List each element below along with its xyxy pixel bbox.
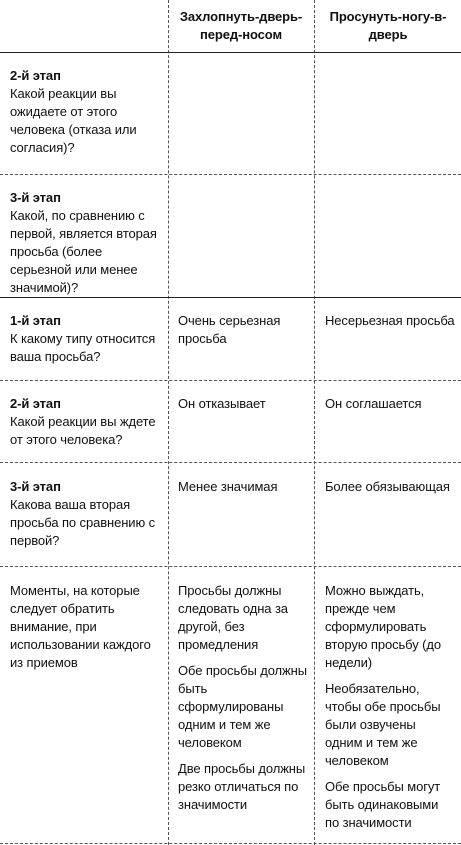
stage-label: 3-й этап (10, 190, 61, 205)
header-foot-in-door: Просунуть-ногу-в-дверь (329, 9, 447, 42)
foot-in-door-cell: Более обязывающая (325, 479, 450, 494)
stage-question: Какова ваша вторая просьба по сравнению с первой? (10, 497, 156, 548)
row-label (10, 67, 160, 157)
stage-question: Какой реакции вы ждете от этого человека? (10, 414, 156, 447)
note-paragraph: Обе просьбы могут быть одинаковыми по значимости (325, 779, 441, 830)
door-in-face-cell: Очень серьезная просьба (178, 313, 281, 346)
notes-row-label: Моменты, на которые следует обратить внимание, при использовании каждого из приемов (10, 583, 151, 670)
row-label (10, 478, 160, 550)
header-door-in-face: Захлопнуть-дверь-перед-носом (179, 9, 303, 42)
foot-in-door-cell: Несерьезная просьба (325, 313, 455, 328)
row-label (10, 312, 160, 366)
door-in-face-cell: Он отказывает (178, 396, 266, 411)
foot-in-door-cell: Он соглашается (325, 396, 422, 411)
note-paragraph: Можно выждать, прежде чем сформулировать вторую просьбу (до недели) (325, 583, 441, 670)
stage-label: 3-й этап (10, 479, 61, 494)
row-label (10, 189, 160, 297)
row-divider (0, 462, 461, 463)
column-divider (168, 0, 169, 845)
row-divider (0, 174, 461, 175)
note-paragraph: Просьбы должны следовать одна за другой, без промедления (178, 583, 288, 652)
stage-question: К какому типу относится ваша просьба? (10, 331, 156, 364)
stage-label: 2-й этап (10, 68, 61, 83)
foot-in-door-notes (325, 582, 455, 840)
stage-label: 2-й этап (10, 396, 61, 411)
door-in-face-notes (178, 582, 308, 822)
row-divider (0, 380, 461, 381)
note-paragraph: Обе просьбы должны быть сформулированы одним и тем же человеком (178, 663, 307, 750)
stage-label: 1-й этап (10, 313, 61, 328)
row-label (10, 395, 160, 449)
table-bottom-border (0, 843, 461, 844)
stage-question: Какой реакции вы ожидаете от этого человека (отказа или согласия)? (10, 86, 137, 155)
note-paragraph: Две просьбы должны резко отличаться по значимости (178, 761, 306, 812)
row-divider (0, 566, 461, 567)
header-divider (0, 52, 461, 53)
section-divider (0, 297, 461, 298)
door-in-face-cell: Менее значимая (178, 479, 278, 494)
column-divider (314, 0, 315, 845)
note-paragraph: Необязательно, чтобы обе просьбы были озвучены одним и тем же человеком (325, 681, 441, 768)
stage-question: Какой, по сравнению с первой, является вторая просьба (более серьезной или менее значимой)? (10, 208, 157, 295)
